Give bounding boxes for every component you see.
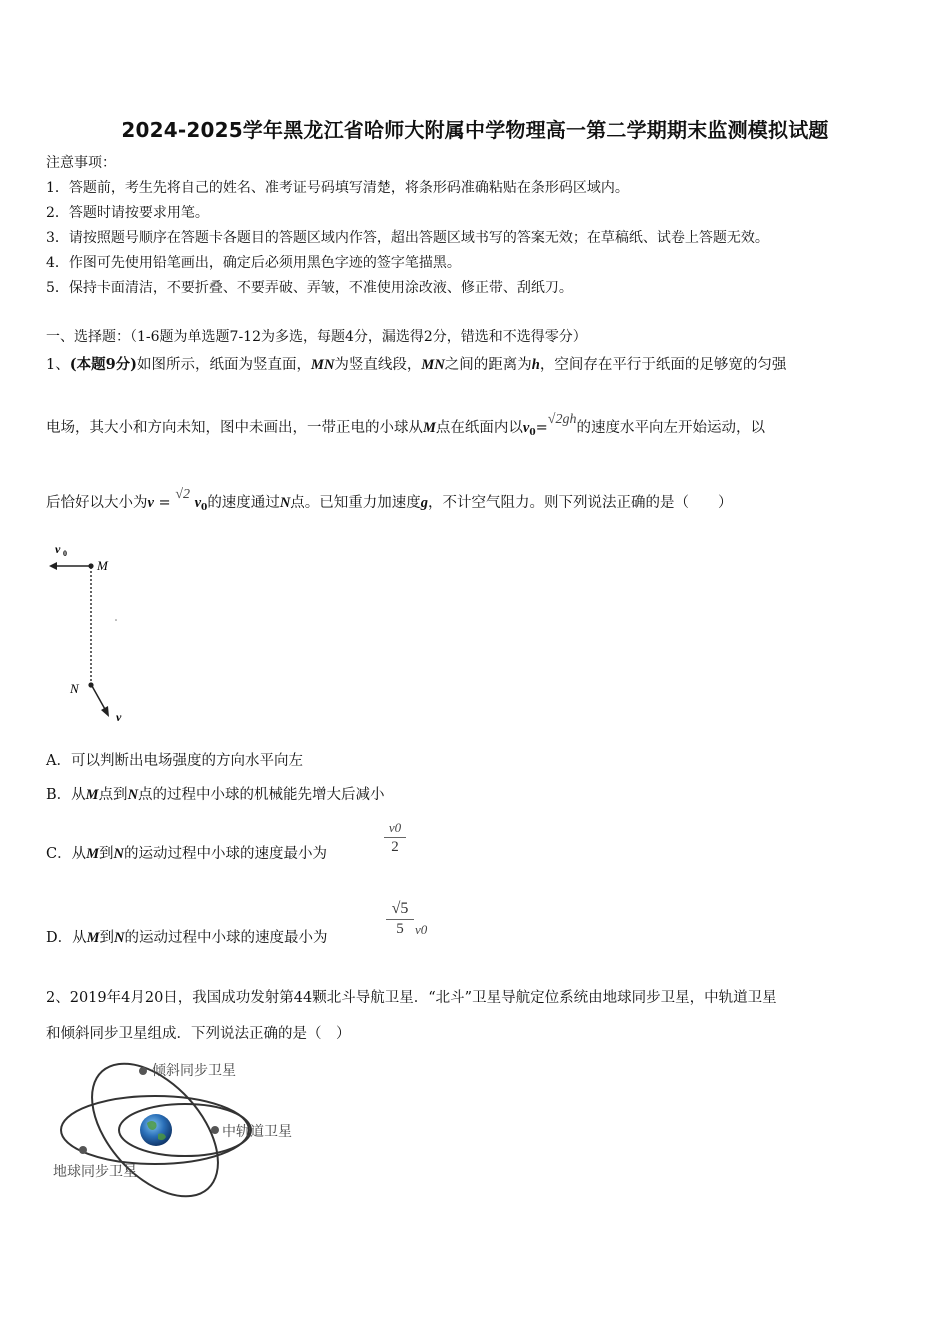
v-arrowhead-icon (101, 706, 109, 717)
q1-option-b (46, 783, 385, 804)
var-mn: MN (311, 357, 335, 373)
q1-text: 如图所示，纸面为竖直面， (137, 357, 312, 373)
notice-item-4: 4．作图可先使用铅笔画出，确定后必须用黑色字迹的签字笔描黑。 (46, 255, 461, 271)
q1-line-2 (46, 412, 765, 438)
subscript: 0 (529, 428, 536, 438)
notice-heading: 注意事项： (46, 155, 116, 171)
q1-text: 的速度通过 (207, 495, 280, 511)
section-heading: 一、选择题：（1-6题为单选题7-12为多选，每题4分，漏选得2分，错选和不选得零分） (46, 329, 587, 345)
q1-text: 点。已知重力加速度 (290, 495, 421, 511)
notice-item-1: 1．答题前，考生先将自己的姓名、准考证号码填写清楚，将条形码准确粘贴在条形码区域内。 (46, 180, 629, 196)
q1-option-d (46, 926, 328, 947)
var-h: h (531, 357, 540, 373)
option-text: B．从 (46, 787, 86, 803)
q1-text: 之间的距离为 (444, 357, 532, 373)
fraction-v0-over-2 (384, 820, 406, 856)
v0-arrowhead-icon (49, 562, 57, 570)
label-medium: 中轨道卫星 (222, 1125, 292, 1140)
geo-satellite (79, 1146, 87, 1154)
fraction-numerator: v0 (388, 820, 402, 835)
label-inclined: 倾斜同步卫星 (152, 1064, 236, 1079)
q1-text: 的速度水平向左开始运动，以 (576, 420, 765, 436)
fraction-bar (384, 837, 406, 838)
fraction-sqrt5-over-5 (386, 900, 414, 938)
var-m: M (85, 787, 99, 803)
inclined-satellite (139, 1067, 147, 1075)
var-n: N (127, 787, 139, 803)
equals: = (535, 420, 548, 436)
var-n: N (113, 846, 124, 862)
fig-label-n: N (70, 681, 79, 696)
q1-line-1 (46, 353, 786, 374)
option-text: D．从 (46, 930, 87, 946)
notice-item-2: 2．答题时请按要求用笔。 (46, 205, 209, 221)
option-text: 点到 (98, 787, 128, 803)
q1-option-a: A．可以判断出电场强度的方向水平向左 (46, 753, 303, 769)
fraction-v0: v0 (415, 922, 428, 937)
q1-text: 为竖直线段， (334, 357, 422, 373)
q1-score: (本题9分) (69, 356, 138, 373)
fig-label-v0-sub: 0 (63, 549, 67, 558)
var-m: M (86, 846, 100, 862)
earth-icon (140, 1114, 172, 1146)
q1-figure (46, 536, 146, 726)
page-title: 2024-2025学年黑龙江省哈师大附属中学物理高一第二学期期末监测模拟试题 (121, 118, 829, 142)
sqrt-2: √2 (175, 487, 190, 502)
option-text: 的运动过程中小球的速度最小为 (124, 930, 328, 946)
notice-item-5: 5．保持卡面清洁，不要折叠、不要弄破、弄皱，不准使用涂改液、修正带、刮纸刀。 (46, 280, 573, 296)
label-geo: 地球同步卫星 (53, 1165, 137, 1180)
fig-label-m: M (97, 558, 108, 573)
var-g: g (420, 495, 429, 511)
fraction-numerator: √5 (391, 900, 409, 917)
option-text: 到 (99, 846, 114, 862)
var-v0: v (194, 495, 202, 511)
equals: = (153, 495, 176, 511)
q2-orbit-figure (50, 1050, 310, 1210)
fraction-bar (386, 919, 414, 920)
q1-text: 后恰好以大小为 (46, 495, 148, 511)
fig-label-v: v (116, 710, 122, 724)
var-v0: v (522, 420, 530, 436)
option-text: 的运动过程中小球的速度最小为 (124, 846, 327, 862)
v-arrow (92, 686, 106, 711)
sqrt-2gh: √2gh (547, 412, 577, 427)
var-v: v (147, 495, 154, 511)
option-text: 点的过程中小球的机械能先增大后减小 (138, 787, 385, 803)
q1-text: 电场，其大小和方向未知，图中未画出，一带正电的小球从 (46, 420, 423, 436)
fraction-denominator: 5 (396, 921, 404, 937)
q1-line-3 (46, 487, 733, 513)
q2-line-2: 和倾斜同步卫星组成．下列说法正确的是（ ） (46, 1026, 351, 1042)
q1-number: 1、 (46, 357, 70, 373)
option-text: 到 (99, 930, 115, 946)
var-n: N (114, 930, 125, 946)
medium-satellite (211, 1126, 219, 1134)
q1-text: ，不计空气阻力。则下列说法正确的是（ ） (428, 495, 733, 511)
fig-label-v0: v (55, 542, 61, 556)
var-m: M (86, 930, 100, 946)
q2-line-1: 2、2019年4月20日，我国成功发射第44颗北斗导航卫星．“北斗”卫星导航定位系统由地球同步卫星，中轨道卫星 (46, 990, 777, 1006)
var-mn: MN (421, 357, 445, 373)
q1-option-c (46, 842, 327, 863)
fraction-denominator: 2 (391, 839, 399, 855)
q1-text: 点在纸面内以 (435, 420, 523, 436)
subscript: 0 (201, 503, 208, 513)
q1-text: ，空间存在平行于纸面的足够宽的匀强 (539, 357, 787, 373)
var-m: M (423, 420, 436, 436)
var-n: N (279, 495, 291, 511)
stray-dot (115, 619, 117, 621)
option-text: C．从 (46, 846, 87, 862)
notice-item-3: 3．请按照题号顺序在答题卡各题目的答题区域内作答，超出答题区域书写的答案无效；在草稿纸、试卷上答题无效。 (46, 230, 769, 246)
